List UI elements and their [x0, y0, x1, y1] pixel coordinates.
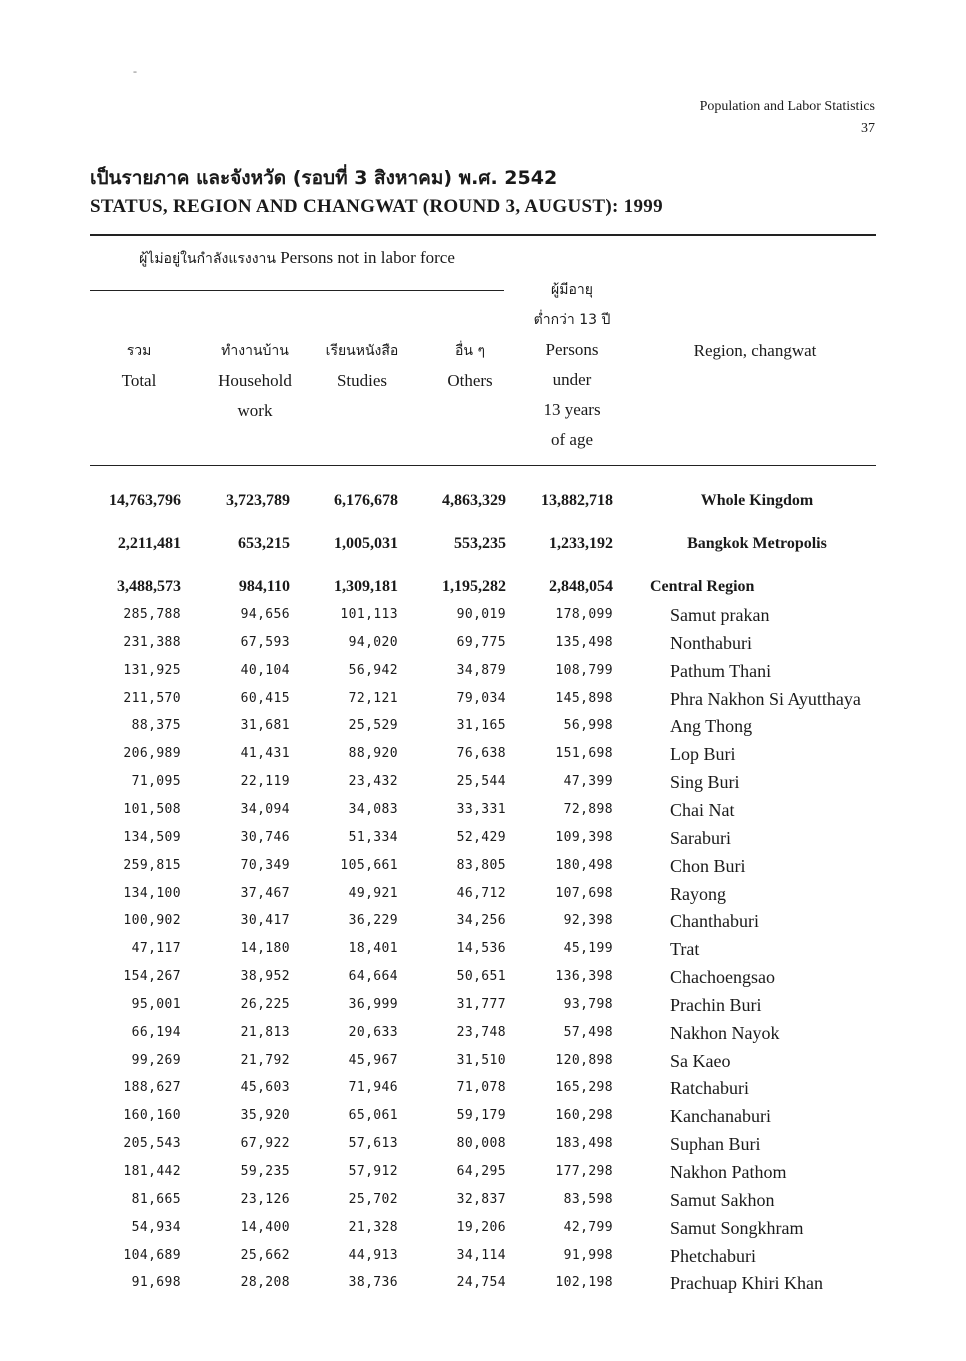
- total-cell: 99,269: [131, 1052, 181, 1068]
- table-row-summary: [0, 574, 966, 600]
- table-row: [0, 908, 966, 934]
- table-row: [0, 741, 966, 767]
- household-cell: 67,593: [240, 634, 290, 650]
- running-head-title: Population and Labor Statistics: [699, 99, 875, 114]
- region-name-cell: Chachoengsao: [670, 967, 775, 988]
- region-name-cell: Phra Nakhon Si Ayutthaya: [670, 688, 861, 709]
- under-13-cell: 160,298: [555, 1108, 613, 1124]
- household-cell: 37,467: [240, 885, 290, 901]
- table-row: [0, 936, 966, 962]
- total-cell: 188,627: [123, 1080, 181, 1096]
- column-header-under-13-english-3: 13 years: [543, 400, 601, 419]
- table-row-summary: [0, 488, 966, 514]
- table-row: [0, 1187, 966, 1213]
- studies-cell: 36,229: [348, 913, 398, 929]
- household-cell: 25,662: [240, 1247, 290, 1263]
- under-13-cell: 93,798: [563, 996, 613, 1012]
- others-cell: 80,008: [456, 1136, 506, 1152]
- region-name-cell: Phetchaburi: [670, 1245, 756, 1266]
- studies-cell: 49,921: [348, 885, 398, 901]
- under-13-cell: 83,598: [563, 1191, 613, 1207]
- others-cell: 46,712: [456, 885, 506, 901]
- household-cell: 67,922: [240, 1136, 290, 1152]
- column-header-household-english: Household: [218, 371, 292, 390]
- total-cell: 81,665: [131, 1191, 181, 1207]
- under-13-cell: 120,898: [555, 1052, 613, 1068]
- others-cell: 31,510: [456, 1052, 506, 1068]
- total-cell: 3,488,573: [117, 578, 181, 595]
- others-cell: 90,019: [456, 607, 506, 622]
- total-cell: 66,194: [131, 1024, 181, 1040]
- under-13-cell: 135,498: [555, 634, 613, 650]
- total-cell: 134,509: [123, 829, 181, 845]
- studies-cell: 18,401: [348, 941, 398, 957]
- others-cell: 64,295: [456, 1164, 506, 1179]
- table-row: [0, 1048, 966, 1074]
- others-cell: 59,179: [456, 1108, 506, 1124]
- under-13-cell: 180,498: [555, 857, 613, 873]
- others-cell: 79,034: [456, 690, 506, 706]
- studies-cell: 21,328: [348, 1219, 398, 1235]
- region-name-cell: Prachuap Khiri Khan: [670, 1273, 823, 1294]
- studies-cell: 45,967: [348, 1052, 398, 1068]
- table-row: [0, 686, 966, 712]
- household-cell: 70,349: [240, 857, 290, 873]
- total-cell: 285,788: [123, 607, 181, 622]
- others-cell: 83,805: [456, 857, 506, 873]
- table-row: [0, 1159, 966, 1185]
- region-name-cell: Rayong: [670, 883, 726, 904]
- region-name-cell: Ang Thong: [670, 716, 753, 737]
- region-name-cell: Prachin Buri: [670, 994, 762, 1015]
- others-cell: 34,256: [456, 913, 506, 929]
- column-header-under-13-thai-2: ต่ำกว่า 13 ปี: [533, 312, 611, 328]
- under-13-cell: 42,799: [563, 1219, 613, 1235]
- household-cell: 30,746: [240, 829, 290, 845]
- household-cell: 41,431: [240, 746, 290, 762]
- table-row: [0, 992, 966, 1018]
- studies-cell: 72,121: [348, 690, 398, 706]
- household-cell: 14,180: [240, 941, 290, 957]
- under-13-cell: 102,198: [555, 1275, 613, 1291]
- others-cell: 34,114: [456, 1247, 506, 1263]
- studies-cell: 25,702: [348, 1191, 398, 1207]
- region-name-cell: Samut Songkhram: [670, 1217, 804, 1238]
- studies-cell: 56,942: [348, 662, 398, 678]
- household-cell: 3,723,789: [226, 492, 290, 509]
- region-name-cell: Central Region: [650, 578, 755, 595]
- household-cell: 59,235: [240, 1164, 290, 1179]
- household-cell: 94,656: [240, 607, 290, 622]
- studies-cell: 36,999: [348, 996, 398, 1012]
- total-cell: 14,763,796: [109, 492, 181, 509]
- household-cell: 40,104: [240, 662, 290, 678]
- total-cell: 181,442: [123, 1164, 181, 1179]
- studies-cell: 25,529: [348, 718, 398, 734]
- table-row: [0, 1131, 966, 1157]
- studies-cell: 94,020: [348, 634, 398, 650]
- group-header-english: Persons not in labor force: [280, 248, 455, 267]
- page-number: 37: [861, 121, 875, 136]
- under-13-cell: 13,882,718: [541, 492, 613, 509]
- under-13-cell: 45,199: [563, 941, 613, 957]
- others-cell: 34,879: [456, 662, 506, 678]
- speck-mark: -: [133, 64, 137, 78]
- under-13-cell: 177,298: [555, 1164, 613, 1179]
- column-header-region-label: Region, changwat: [693, 341, 817, 360]
- studies-cell: 71,946: [348, 1080, 398, 1096]
- region-name-cell: Saraburi: [670, 827, 731, 848]
- table-row: [0, 713, 966, 739]
- total-cell: 91,698: [131, 1275, 181, 1291]
- others-cell: 19,206: [456, 1219, 506, 1235]
- others-cell: 71,078: [456, 1080, 506, 1096]
- under-13-cell: 72,898: [563, 801, 613, 817]
- region-name-cell: Sing Buri: [670, 772, 740, 793]
- household-cell: 45,603: [240, 1080, 290, 1096]
- region-name-cell: Chanthaburi: [670, 911, 759, 932]
- column-header-others-english: Others: [447, 371, 493, 390]
- studies-cell: 101,113: [340, 607, 398, 622]
- table-row: [0, 825, 966, 851]
- studies-cell: 65,061: [348, 1108, 398, 1124]
- under-13-cell: 107,698: [555, 885, 613, 901]
- table-row: [0, 602, 966, 628]
- under-13-cell: 47,399: [563, 774, 613, 790]
- others-cell: 1,195,282: [442, 578, 506, 595]
- household-cell: 23,126: [240, 1191, 290, 1207]
- region-name-cell: Nakhon Nayok: [670, 1022, 780, 1043]
- column-header-household-thai: ทำงานบ้าน: [221, 343, 289, 359]
- under-13-cell: 178,099: [555, 607, 613, 622]
- household-cell: 28,208: [240, 1275, 290, 1291]
- region-name-cell: Pathum Thani: [670, 660, 772, 681]
- region-name-cell: Bangkok Metropolis: [687, 535, 827, 552]
- studies-cell: 57,912: [348, 1164, 398, 1179]
- others-cell: 32,837: [456, 1191, 506, 1207]
- others-cell: 52,429: [456, 829, 506, 845]
- table-row: [0, 1270, 966, 1296]
- household-cell: 31,681: [240, 718, 290, 734]
- column-header-under-13-english-2: under: [552, 370, 592, 389]
- column-header-under-13-english-4: of age: [550, 430, 593, 449]
- studies-cell: 105,661: [340, 857, 398, 873]
- table-row: [0, 1215, 966, 1241]
- region-name-cell: Kanchanaburi: [670, 1106, 771, 1127]
- column-header-under-13-english: Persons: [545, 340, 599, 359]
- table-row: [0, 1243, 966, 1269]
- table-row: [0, 658, 966, 684]
- total-cell: 95,001: [131, 996, 181, 1012]
- total-cell: 54,934: [131, 1219, 181, 1235]
- under-13-cell: 109,398: [555, 829, 613, 845]
- under-13-cell: 2,848,054: [549, 578, 613, 595]
- studies-cell: 20,633: [348, 1024, 398, 1040]
- under-13-cell: 92,398: [563, 913, 613, 929]
- studies-cell: 64,664: [348, 969, 398, 985]
- column-header-total-thai: รวม: [126, 343, 152, 359]
- total-cell: 205,543: [123, 1136, 181, 1152]
- region-name-cell: Samut Sakhon: [670, 1189, 775, 1210]
- table-row: [0, 769, 966, 795]
- others-cell: 24,754: [456, 1275, 506, 1291]
- studies-cell: 1,309,181: [334, 578, 398, 595]
- total-cell: 134,100: [123, 885, 181, 901]
- household-cell: 30,417: [240, 913, 290, 929]
- total-cell: 154,267: [123, 969, 181, 985]
- total-cell: 160,160: [123, 1108, 181, 1124]
- column-header-household-english-2: work: [237, 401, 273, 420]
- region-name-cell: Nakhon Pathom: [670, 1162, 787, 1182]
- under-13-cell: 183,498: [555, 1136, 613, 1152]
- table-row: [0, 630, 966, 656]
- others-cell: 50,651: [456, 969, 506, 985]
- table-row: [0, 1020, 966, 1046]
- household-cell: 21,813: [240, 1024, 290, 1040]
- region-name-cell: Sa Kaeo: [670, 1050, 731, 1071]
- total-cell: 47,117: [131, 941, 181, 957]
- table-row: [0, 797, 966, 823]
- household-cell: 984,110: [238, 578, 290, 595]
- under-13-cell: 151,698: [555, 746, 613, 762]
- region-name-cell: Trat: [670, 939, 700, 960]
- household-cell: 38,952: [240, 969, 290, 985]
- household-cell: 22,119: [240, 774, 290, 790]
- region-name-cell: Nonthaburi: [670, 632, 752, 653]
- table-title-english: STATUS, REGION AND CHANGWAT (ROUND 3, AUGUST): 1999: [90, 196, 663, 217]
- total-cell: 211,570: [123, 690, 181, 706]
- column-header-others-thai: อื่น ๆ: [455, 343, 485, 359]
- under-13-cell: 1,233,192: [549, 535, 613, 552]
- studies-cell: 34,083: [348, 801, 398, 817]
- household-cell: 21,792: [240, 1052, 290, 1068]
- others-cell: 14,536: [456, 941, 506, 957]
- under-13-cell: 91,998: [563, 1247, 613, 1263]
- under-13-cell: 57,498: [563, 1024, 613, 1040]
- household-cell: 35,920: [240, 1108, 290, 1124]
- column-header-studies-thai: เรียนหนังสือ: [325, 343, 399, 359]
- studies-cell: 38,736: [348, 1275, 398, 1291]
- others-cell: 25,544: [456, 774, 506, 790]
- region-name-cell: Chai Nat: [670, 799, 735, 820]
- region-name-cell: Whole Kingdom: [700, 492, 814, 509]
- studies-cell: 6,176,678: [334, 492, 398, 509]
- total-cell: 100,902: [123, 913, 181, 929]
- total-cell: 231,388: [123, 634, 181, 650]
- others-cell: 31,165: [456, 718, 506, 734]
- others-cell: 76,638: [456, 746, 506, 762]
- household-cell: 653,215: [238, 535, 290, 552]
- others-cell: 69,775: [456, 634, 506, 650]
- total-cell: 88,375: [131, 718, 181, 734]
- others-cell: 553,235: [454, 535, 506, 552]
- studies-cell: 1,005,031: [334, 535, 398, 552]
- region-name-cell: Ratchaburi: [670, 1078, 749, 1099]
- others-cell: 4,863,329: [442, 492, 506, 509]
- under-13-cell: 165,298: [555, 1080, 613, 1096]
- studies-cell: 23,432: [348, 774, 398, 790]
- column-header-studies-english: Studies: [336, 371, 388, 390]
- column-header-total-english: Total: [121, 371, 157, 390]
- column-header-under-13-thai: ผู้มีอายุ: [551, 282, 593, 298]
- studies-cell: 51,334: [348, 829, 398, 845]
- table-row: [0, 853, 966, 879]
- household-cell: 14,400: [240, 1219, 290, 1235]
- studies-cell: 44,913: [348, 1247, 398, 1263]
- total-cell: 2,211,481: [117, 535, 181, 552]
- under-13-cell: 136,398: [555, 969, 613, 985]
- group-header-thai: ผู้ไม่อยู่ในกำลังแรงงาน: [139, 251, 276, 267]
- region-name-cell: Suphan Buri: [670, 1134, 761, 1155]
- region-name-cell: Chon Buri: [670, 855, 746, 876]
- household-cell: 34,094: [240, 801, 290, 817]
- others-cell: 31,777: [456, 996, 506, 1012]
- under-13-cell: 108,799: [555, 662, 613, 678]
- others-cell: 33,331: [456, 801, 506, 817]
- table-row: [0, 1075, 966, 1101]
- studies-cell: 88,920: [348, 746, 398, 762]
- household-cell: 26,225: [240, 996, 290, 1012]
- table-row: [0, 1103, 966, 1129]
- total-cell: 104,689: [123, 1247, 181, 1263]
- studies-cell: 57,613: [348, 1136, 398, 1152]
- table-row-summary: [0, 531, 966, 557]
- total-cell: 206,989: [123, 746, 181, 762]
- table-row: [0, 881, 966, 907]
- total-cell: 131,925: [123, 662, 181, 678]
- household-cell: 60,415: [240, 690, 290, 706]
- total-cell: 71,095: [131, 774, 181, 790]
- under-13-cell: 56,998: [563, 718, 613, 734]
- table-title-thai: เป็นรายภาค และจังหวัด (รอบที่ 3 สิงหาคม) พ.ศ. 2542: [90, 167, 558, 189]
- others-cell: 23,748: [456, 1024, 506, 1040]
- table-row: [0, 964, 966, 990]
- region-name-cell: Lop Buri: [670, 744, 736, 765]
- total-cell: 101,508: [123, 801, 181, 817]
- total-cell: 259,815: [123, 857, 181, 873]
- region-name-cell: Samut prakan: [670, 605, 770, 625]
- under-13-cell: 145,898: [555, 690, 613, 706]
